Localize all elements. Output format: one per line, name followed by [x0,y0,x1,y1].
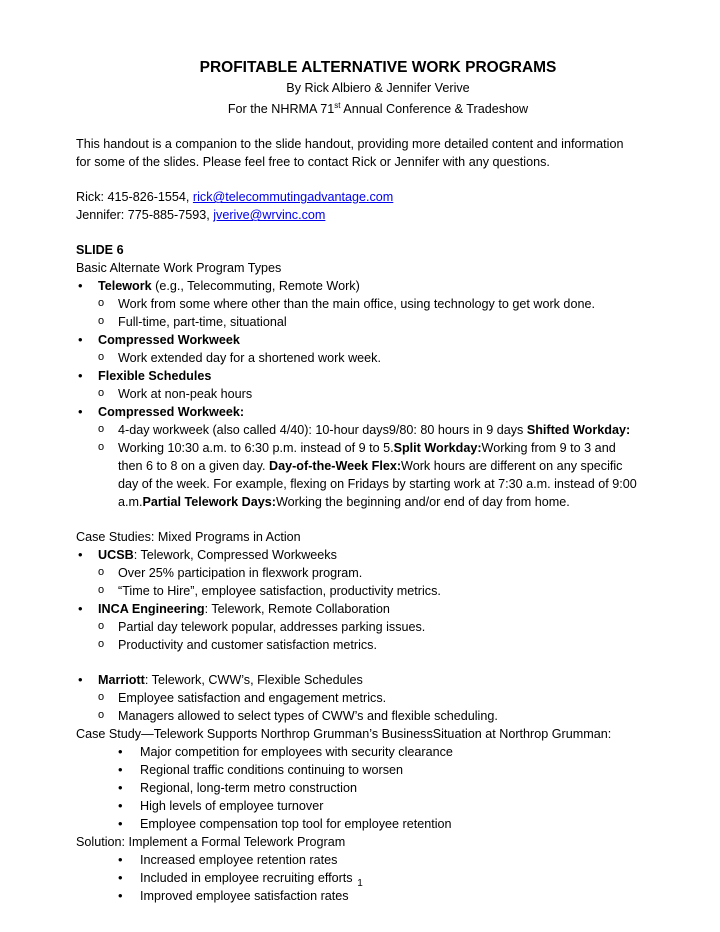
list-item: • Flexible Schedules [76,367,680,385]
rick-email-link[interactable]: rick@telecommutingadvantage.com [192,190,394,205]
list-item: o Work from some where other than the main office, using technology to get work done. [76,295,680,313]
list-item: • UCSB: Telework, Compressed Workweeks [76,546,680,564]
slide6-subheading: Basic Alternate Work Program Types [76,261,282,276]
list-item: o Work at non-peak hours [76,385,680,403]
list-item: • Compressed Workweek: [76,403,680,421]
list-item: o Employee satisfaction and engagement metrics. [76,689,680,707]
list-item: • Included in employee recruiting efforts [76,869,680,887]
list-item: • INCA Engineering: Telework, Remote Collaboration [76,600,680,618]
intro-line-2: for some of the slides. Please feel free to contact Rick or Jennifer with any questions. [76,155,550,170]
list-item: • Regional traffic conditions continuing to worsen [76,761,680,779]
conference-line: For the NHRMA 71st Annual Conference & Tradeshow [227,101,529,117]
list-item: • Compressed Workweek [76,331,680,349]
page-number: 1 [357,878,363,889]
list-item: • Major competition for employees with security clearance [76,743,680,761]
solution-heading: Solution: Implement a Formal Telework Program [76,835,346,850]
slide6-heading: SLIDE 6 [76,243,124,258]
list-item: o “Time to Hire”, employee satisfaction, productivity metrics. [76,582,680,600]
list-item: o Working 10:30 a.m. to 6:30 p.m. instead of 9 to 5.Split Workday:Working from 9 to 3 and then 6 to 8 on a given day. Day-of-the-Week Flex:Work hours are different on any specific day of the week. For example, flexing on Fridays by starting work at 7:30 a.m. instead of 9:00 a.m.Partial Telework Days:Working the beginning and/or end of day from home. [76,439,680,511]
list-item: o Work extended day for a shortened work week. [76,349,680,367]
list-item: • Improved employee satisfaction rates [76,887,680,905]
list-item: o 4-day workweek (also called 4/40): 10-hour days9/80: 80 hours in 9 days Shifted Workday: [76,421,680,439]
list-item: o Productivity and customer satisfaction metrics. [76,636,680,654]
list-item: o Partial day telework popular, addresses parking issues. [76,618,680,636]
document-title: PROFITABLE ALTERNATIVE WORK PROGRAMS [199,59,557,76]
list-item: • Regional, long-term metro construction [76,779,680,797]
jennifer-email-link[interactable]: jverive@wrvinc.com [213,208,326,223]
authors-line: By Rick Albiero & Jennifer Verive [286,81,470,95]
list-item: • High levels of employee turnover [76,797,680,815]
contact-rick: Rick: 415-826-1554, rick@telecommutingadvantage.com [76,190,394,205]
northrop-heading: Case Study—Telework Supports Northrop Grumman’s BusinessSituation at Northrop Grumman: [76,727,612,742]
list-item: • Employee compensation top tool for employee retention [76,815,680,833]
intro-line-1: This handout is a companion to the slide handout, providing more detailed content and information [76,137,624,152]
list-item: • Increased employee retention rates [76,851,680,869]
case-studies-heading: Case Studies: Mixed Programs in Action [76,530,301,545]
contact-jennifer: Jennifer: 775-885-7593, jverive@wrvinc.com [76,208,326,223]
list-item: o Over 25% participation in flexwork program. [76,564,680,582]
list-item: • Marriott: Telework, CWW’s, Flexible Schedules [76,671,680,689]
list-item: o Full-time, part-time, situational [76,313,680,331]
list-item: o Managers allowed to select types of CWW’s and flexible scheduling. [76,707,680,725]
list-item: • Telework (e.g., Telecommuting, Remote Work) [76,277,680,295]
